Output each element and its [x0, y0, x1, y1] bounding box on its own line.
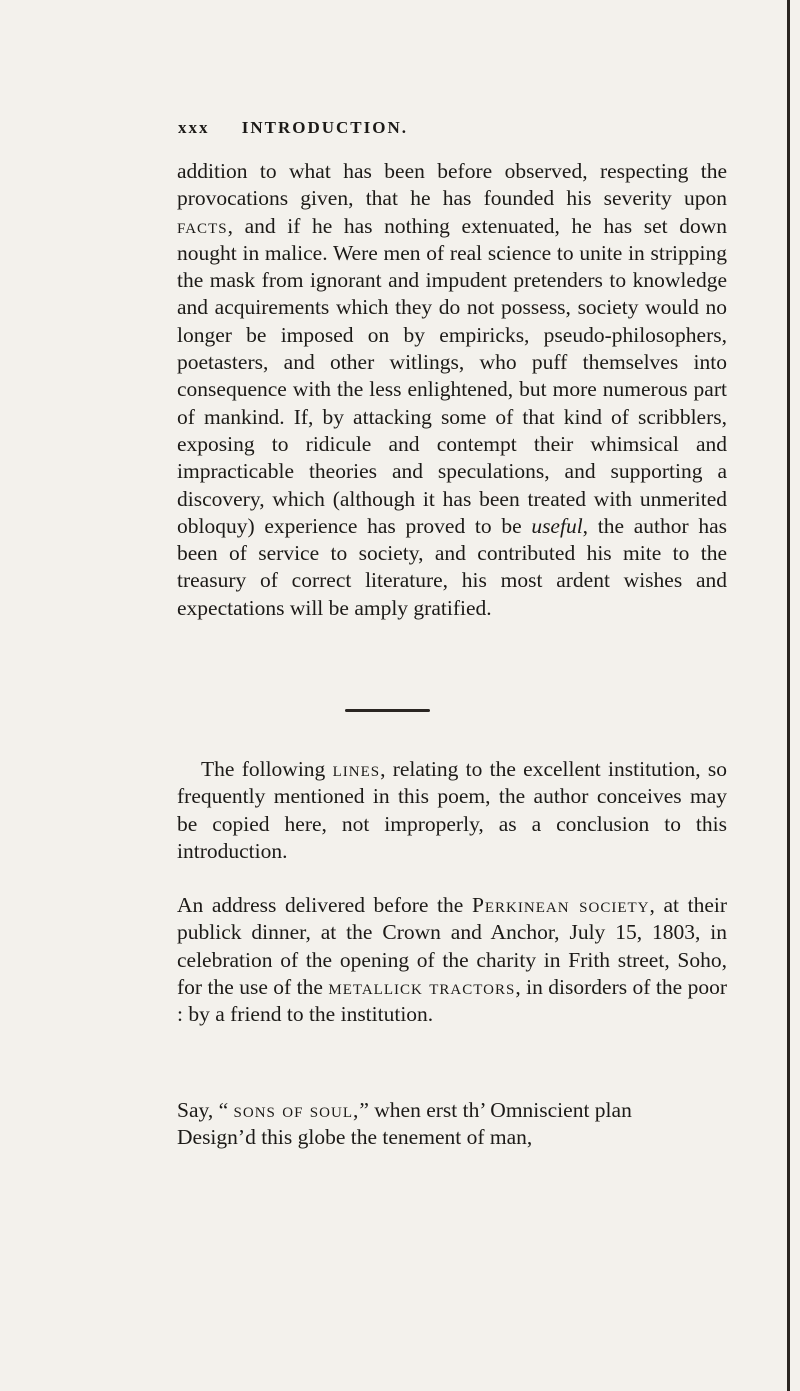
paragraph-3 — [177, 892, 727, 1028]
paragraph-3-text-c: , in disorders of the poor : by a friend to the institution. — [177, 974, 728, 1027]
sons-of-soul-smallcaps: sons of soul, — [233, 1098, 360, 1122]
paragraph-1-text-a: addition to what has been before observed, respecting the provocations given, that he has founded his severity upon — [177, 159, 727, 211]
page-edge-line — [787, 0, 790, 1391]
verse-line-1-b: ” when erst th’ Omniscient plan — [359, 1098, 632, 1122]
lines-smallcaps: lines — [332, 757, 381, 781]
paragraph-1-text-b: , and if he has nothing extenuated, he has set down nought in malice. Were men of real science to unite in stripping the mask from ignorant and impudent pretenders to knowledge and acquirements which they do not possess, society would no longer be imposed on by empiricks, pseudo-philosophers, poetasters, and other witlings, who puff themselves into consequence with the less enlightened, but more numerous part of mankind. If, by attacking some of that kind of scribblers, exposing to ridicule and contempt their whimsical and impracticable theories and speculations, and supporting a discovery, which (although it has been treated with unmerited obloquy) experience has proved to be — [177, 213, 727, 538]
paragraph-1 — [177, 158, 727, 622]
paragraph-1-text-c: , the author has been of service to society, and contributed his mite to the treasury of correct literature, his most ardent wishes and expectations will be amply gratified. — [177, 513, 727, 620]
useful-italic: useful — [531, 513, 583, 538]
verse — [177, 1097, 727, 1152]
paragraph-2-text-b: , relating to the excellent institution, so frequently mentioned in this poem, the author conceives may be copied here, not improperly, as a conclusion to this introduction. — [177, 757, 727, 863]
society-smallcaps: Perkinean society — [471, 893, 650, 917]
page-number: xxx — [178, 118, 210, 137]
running-header — [178, 118, 408, 138]
verse-line-2: Design’d this globe the tenement of man, — [177, 1125, 533, 1150]
paragraph-3-text-a: An address delivered before the — [177, 893, 472, 917]
paragraph-2-text-a: The following — [201, 757, 333, 781]
verse-line-1-a: Say, “ — [177, 1098, 234, 1122]
verse-line-1 — [177, 1097, 727, 1124]
section-divider — [345, 709, 430, 712]
tractors-smallcaps: metallick tractors — [328, 974, 516, 999]
facts-smallcaps: facts — [177, 213, 228, 238]
paragraph-3-text-b: , at their publick dinner, at the Crown and Anchor, July 15, 1803, in celebration of the opening of the charity in Frith street, Soho, for the use of the — [177, 893, 727, 999]
running-title: INTRODUCTION. — [241, 118, 409, 137]
paragraph-2 — [177, 756, 727, 865]
